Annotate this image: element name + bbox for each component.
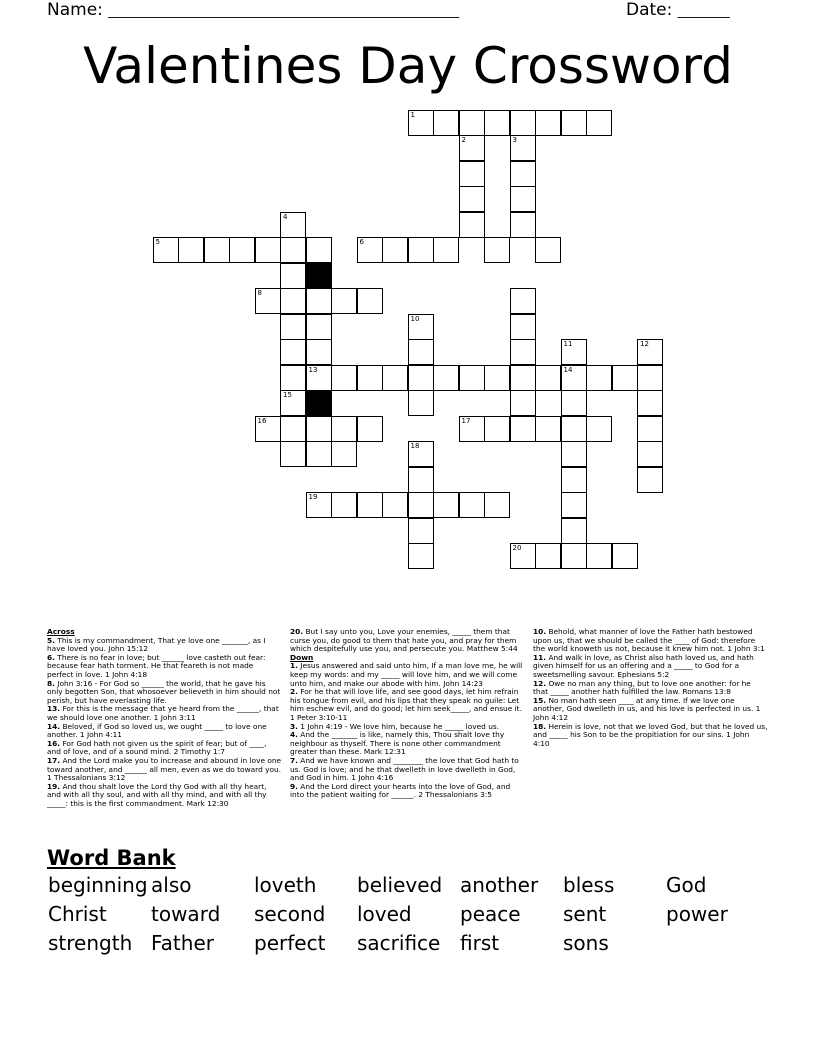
clue-num: 10. (533, 627, 547, 636)
grid-cell[interactable] (561, 543, 587, 569)
grid-cell[interactable] (459, 110, 485, 136)
date-label: Date: (626, 0, 678, 20)
grid-cell[interactable] (459, 365, 485, 391)
down-heading: Down (290, 652, 314, 662)
grid-cell[interactable] (510, 161, 536, 187)
grid-cell[interactable] (408, 441, 434, 467)
clue-num: 14. (47, 721, 61, 731)
clue-text: And we have known and ________ the love that God hath to us. God is love; and he that dwelleth in love dwelleth in God, and God in him. 1 John 4:16 (290, 755, 519, 783)
grid-cell[interactable] (510, 288, 536, 314)
clue-item (533, 680, 768, 697)
clue-num: 19. (47, 781, 61, 791)
grid-cell[interactable] (637, 467, 663, 493)
grid-cell[interactable] (280, 314, 306, 340)
grid-cell[interactable] (280, 212, 306, 238)
grid-cell[interactable] (408, 467, 434, 493)
grid-cell[interactable] (484, 365, 510, 391)
clue-number: 4 (283, 212, 288, 221)
word-bank-word: sent (563, 902, 607, 926)
clue-number: 13 (308, 365, 318, 374)
clue-text: And thou shalt love the Lord thy God with all thy heart, and with all thy soul, and with all thy mind, and with all thy _____: this is the first commandment. Mark 12:30 (47, 781, 267, 808)
grid-cell[interactable] (612, 543, 638, 569)
clue-num: 6. (47, 652, 55, 662)
grid-cell[interactable] (280, 237, 306, 263)
grid-cell[interactable] (561, 441, 587, 467)
clue-text: But I say unto you, Love your enemies, _____ them that curse you, do good to them that hate you, and pray for them which despitefully use you, and persecute you. Matthew 5:44 (290, 627, 518, 654)
clue-item (290, 731, 525, 757)
clues-column-3 (533, 628, 768, 748)
grid-cell[interactable] (280, 390, 306, 416)
grid-cell[interactable] (408, 237, 434, 263)
clue-number: 8 (257, 289, 262, 297)
grid-cell[interactable] (331, 365, 357, 391)
clue-item (47, 680, 282, 706)
grid-cell[interactable] (459, 135, 485, 161)
grid-cell[interactable] (408, 314, 434, 340)
grid-cell[interactable] (255, 416, 281, 442)
grid-cell[interactable] (510, 390, 536, 416)
clue-number: 15 (283, 391, 292, 399)
grid-cell[interactable] (484, 492, 510, 518)
clue-number: 6 (359, 238, 364, 246)
clue-number: 10 (410, 314, 420, 323)
grid-cell[interactable] (357, 365, 383, 391)
grid-cell[interactable] (484, 237, 510, 263)
clue-number: 17 (461, 416, 471, 425)
grid-cell[interactable] (306, 314, 332, 340)
word-bank-word: strength (48, 931, 133, 955)
clue-item (533, 723, 768, 749)
grid-cell[interactable] (586, 543, 612, 569)
clue-num: 16. (47, 738, 61, 748)
clue-num: 18. (533, 721, 547, 731)
word-bank-word: power (666, 902, 728, 926)
grid-cell[interactable] (255, 237, 281, 263)
grid-cell[interactable] (459, 492, 485, 518)
grid-cell[interactable] (459, 416, 485, 442)
clue-item (47, 705, 282, 722)
name-label: Name: (47, 0, 109, 20)
grid-cell[interactable] (510, 212, 536, 238)
word-bank-word: sacrifice (357, 931, 441, 955)
word-bank-word: another (460, 873, 539, 897)
grid-cell[interactable] (586, 110, 612, 136)
name-blank[interactable]: ______________________________________________________ (108, 4, 460, 19)
clue-number: 14 (563, 365, 573, 374)
clue-num: 12. (533, 678, 547, 688)
clue-item (47, 654, 282, 680)
clue-item (290, 688, 525, 722)
grid-cell[interactable] (331, 441, 357, 467)
grid-cell[interactable] (561, 339, 587, 365)
word-bank-title: Word Bank (47, 846, 176, 870)
grid-block (306, 390, 332, 416)
clue-text: John 3:16 - For God so ______ the world, that he gave his only begotten Son, that whosoever believeth in him should not perish, but have everlasting life. (47, 678, 281, 705)
grid-cell[interactable] (561, 467, 587, 493)
clue-text: For this is the message that ye heard from the ______, that we should love one another. 1 John 3:11 (47, 704, 279, 722)
grid-cell[interactable] (306, 237, 332, 263)
word-bank-word: beginning (48, 873, 148, 897)
clue-item (533, 628, 768, 654)
grid-cell[interactable] (280, 288, 306, 314)
clue-item (533, 697, 768, 723)
clue-number: 5 (155, 238, 160, 246)
grid-cell[interactable] (637, 339, 663, 365)
clue-num: 20. (290, 627, 304, 636)
word-bank-word: Father (151, 931, 214, 955)
clues-column-2 (290, 628, 525, 800)
grid-cell[interactable] (535, 110, 561, 136)
grid-cell[interactable] (306, 416, 332, 442)
grid-cell[interactable] (586, 365, 612, 391)
grid-cell[interactable] (280, 365, 306, 391)
grid-cell[interactable] (382, 492, 408, 518)
grid-cell[interactable] (408, 390, 434, 416)
grid-cell[interactable] (586, 416, 612, 442)
clue-num: 8. (47, 678, 55, 688)
grid-cell[interactable] (535, 365, 561, 391)
grid-cell[interactable] (357, 237, 383, 263)
grid-cell[interactable] (408, 110, 434, 136)
page-title: Valentines Day Crossword (83, 37, 733, 95)
grid-cell[interactable] (153, 237, 179, 263)
grid-cell[interactable] (306, 441, 332, 467)
clue-number: 12 (640, 340, 649, 348)
grid-cell[interactable] (459, 186, 485, 212)
clue-num: 17. (47, 755, 61, 765)
word-bank-word: sons (563, 931, 609, 955)
across-heading: Across (47, 627, 75, 636)
grid-cell[interactable] (484, 110, 510, 136)
grid-cell[interactable] (433, 237, 459, 263)
grid-cell[interactable] (331, 492, 357, 518)
word-bank-word: first (460, 931, 500, 955)
grid-cell[interactable] (535, 543, 561, 569)
grid-cell[interactable] (255, 288, 281, 314)
clue-num: 11. (533, 652, 547, 662)
grid-cell[interactable] (306, 492, 332, 518)
grid-cell[interactable] (357, 492, 383, 518)
grid-cell[interactable] (357, 416, 383, 442)
grid-cell[interactable] (331, 416, 357, 442)
grid-cell[interactable] (510, 314, 536, 340)
grid-cell[interactable] (561, 365, 587, 391)
grid-cell[interactable] (280, 441, 306, 467)
clue-num: 7. (290, 755, 298, 765)
grid-cell[interactable] (510, 186, 536, 212)
grid-cell[interactable] (408, 365, 434, 391)
grid-cell[interactable] (637, 365, 663, 391)
clue-number: 1 (410, 110, 415, 119)
clue-item (47, 783, 282, 809)
grid-cell[interactable] (510, 110, 536, 136)
clue-text: There is no fear in love; but ______ love casteth out fear: because fear hath torment. He that feareth is not made perfect in love. 1 John 4:18 (47, 652, 266, 679)
grid-cell[interactable] (535, 237, 561, 263)
clue-number: 20 (512, 544, 522, 552)
clue-text: And the Lord direct your hearts into the love of God, and into the patient waiting for ______. 2 Thessalonians 3:5 (290, 781, 511, 800)
grid-cell[interactable] (280, 339, 306, 365)
grid-cell[interactable] (382, 365, 408, 391)
date-blank[interactable]: ________ (677, 4, 730, 19)
clue-item (290, 628, 525, 654)
word-bank-word: loveth (254, 873, 317, 897)
clue-item (290, 757, 525, 783)
clue-item (533, 654, 768, 680)
grid-cell[interactable] (561, 416, 587, 442)
word-bank-word: peace (460, 902, 521, 926)
word-bank-word: bless (563, 873, 615, 897)
grid-cell[interactable] (408, 339, 434, 365)
clue-number: 3 (512, 136, 517, 144)
word-bank-word: perfect (254, 931, 326, 955)
clue-item (47, 637, 282, 654)
clue-num: 13. (47, 704, 61, 714)
grid-cell[interactable] (306, 288, 332, 314)
grid-cell[interactable] (612, 365, 638, 391)
clue-text: Herein is love, not that we loved God, but that he loved us, and _____ his Son to be the propitiation for our sins. 1 John 4:10 (533, 721, 768, 748)
clue-num: 9. (290, 781, 298, 791)
clue-num: 5. (47, 635, 55, 645)
grid-cell[interactable] (306, 365, 332, 391)
grid-cell[interactable] (459, 161, 485, 187)
word-bank-word: God (666, 873, 707, 897)
grid-cell[interactable] (637, 390, 663, 416)
grid-cell[interactable] (637, 441, 663, 467)
word-bank-word: toward (151, 902, 221, 926)
clue-text: Owe no man any thing, but to love one another: for he that _____ another hath fulfilled the law. Romans 13:8 (533, 678, 751, 697)
grid-cell[interactable] (204, 237, 230, 263)
word-bank-word: Christ (48, 902, 107, 926)
grid-cell[interactable] (433, 365, 459, 391)
word-bank-word: second (254, 902, 326, 926)
grid-cell[interactable] (484, 416, 510, 442)
clue-num: 2. (290, 687, 298, 697)
word-bank-word: loved (357, 902, 412, 926)
clue-item (290, 783, 525, 800)
grid-cell[interactable] (280, 416, 306, 442)
grid-cell[interactable] (408, 543, 434, 569)
clue-item (290, 662, 525, 688)
grid-cell[interactable] (408, 518, 434, 544)
grid-cell[interactable] (178, 237, 204, 263)
grid-cell[interactable] (357, 288, 383, 314)
clue-text: No man hath seen ____ at any time. If we love one another, God dwelleth in us, and his love is perfected in us. 1 John 4:12 (533, 695, 761, 722)
grid-cell[interactable] (510, 543, 536, 569)
clue-text: Beloved, if God so loved us, we ought _____ to love one another. 1 John 4:11 (47, 721, 267, 740)
grid-cell[interactable] (459, 212, 485, 238)
grid-cell[interactable] (510, 135, 536, 161)
clue-item (47, 723, 282, 740)
clue-text: This is my commandment, That ye love one _______, as I have loved you. John 15:12 (47, 635, 266, 654)
grid-cell[interactable] (637, 416, 663, 442)
grid-cell[interactable] (561, 110, 587, 136)
clue-text: And the _______ is like, namely this, Thou shalt love thy neighbour as thyself. There is none other commandment greater than these. Mark 12:31 (290, 730, 505, 757)
clue-num: 15. (533, 695, 547, 705)
clue-text: And the Lord make you to increase and abound in love one toward another, and ______ all men, even as we do toward you. 1 Thessalonians 3:12 (47, 755, 282, 783)
word-bank-word: also (151, 873, 192, 897)
clue-number: 19 (308, 493, 318, 501)
clue-text: Behold, what manner of love the Father hath bestowed upon us, that we should be called the ____ of God: therefore the world knoweth us not, because it knew him not. 1 John 3:1 (533, 627, 765, 654)
clue-number: 2 (461, 136, 466, 144)
grid-cell[interactable] (535, 416, 561, 442)
grid-cell[interactable] (510, 365, 536, 391)
clue-number: 16 (257, 416, 267, 425)
clue-item (47, 740, 282, 757)
grid-cell[interactable] (331, 288, 357, 314)
clues-column-1 (47, 628, 282, 808)
clue-text: For God hath not given us the spirit of fear; but of ____, and of love, and of a sound mind. 2 Timothy 1:7 (47, 738, 267, 757)
grid-cell[interactable] (229, 237, 255, 263)
clue-num: 3. (290, 721, 298, 731)
word-bank-word: believed (357, 873, 443, 897)
clue-number: 18 (410, 442, 420, 450)
clue-text: For he that will love life, and see good days, let him refrain his tongue from evil, and his lips that they speak no guile: Let him eschew evil, and do good; let him seek_____, and ensue it. 1 Peter 3:10-11 (290, 687, 522, 722)
grid-cell[interactable] (433, 110, 459, 136)
clue-num: 1. (290, 661, 298, 671)
clue-number: 11 (563, 340, 573, 348)
clue-num: 4. (290, 730, 298, 740)
grid-cell[interactable] (561, 390, 587, 416)
grid-cell[interactable] (280, 263, 306, 289)
clue-text: 1 John 4:19 - We love him, because he _____ loved us. (297, 721, 500, 731)
grid-cell[interactable] (306, 339, 332, 365)
grid-cell[interactable] (408, 492, 434, 518)
grid-block (306, 263, 332, 289)
grid-cell[interactable] (561, 518, 587, 544)
clue-text: Jesus answered and said unto him, If a man love me, he will keep my words: and my _____ will love him, and we will come unto him, and make our abode with him. John 14:23 (290, 661, 523, 688)
clue-text: And walk in love, as Christ also hath loved us, and hath given himself for us an offering and a _____ to God for a sweetsmelling savour. Ephesians 5:2 (533, 652, 754, 679)
grid-cell[interactable] (510, 339, 536, 365)
clue-item (47, 757, 282, 783)
grid-cell[interactable] (510, 416, 536, 442)
grid-cell[interactable] (382, 237, 408, 263)
grid-cell[interactable] (561, 492, 587, 518)
grid-cell[interactable] (433, 492, 459, 518)
